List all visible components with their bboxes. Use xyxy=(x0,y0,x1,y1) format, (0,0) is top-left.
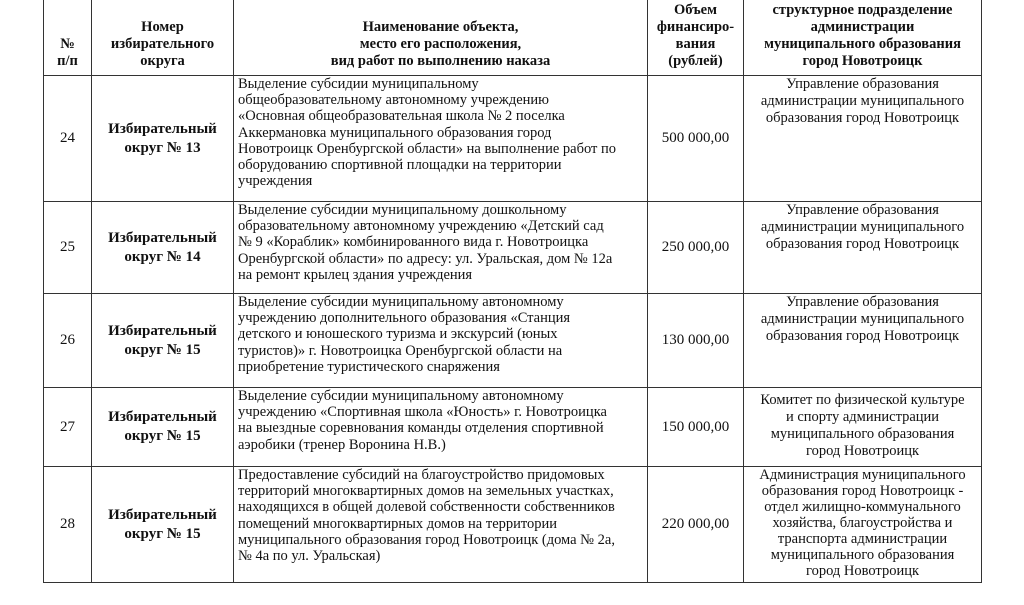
text-line: Избирательный xyxy=(108,322,217,339)
text-line: оборудованию спортивной площадки на территории xyxy=(238,157,562,174)
row-organization xyxy=(744,467,982,583)
text-line: округ № 14 xyxy=(124,248,201,265)
text-line: Выделение субсидии муниципальному xyxy=(238,76,479,92)
text-line: муниципального образования xyxy=(770,547,955,563)
text-line: муниципального образования город Новотроицк (дома № 2а, xyxy=(238,531,615,548)
text-line: Аккермановка муниципального образования город xyxy=(238,124,552,141)
text-line: Новотроицк Оренбургской области» на выполнение работ по xyxy=(238,140,616,157)
row-organization xyxy=(744,294,982,388)
row-amount: 250 000,00 xyxy=(648,202,744,294)
row-amount: 220 000,00 xyxy=(648,467,744,583)
text-line: п/п xyxy=(57,53,78,69)
text-line: «Основная общеобразовательная школа № 2 поселка xyxy=(238,108,565,125)
row-amount: 500 000,00 xyxy=(648,76,744,202)
row-district xyxy=(92,202,234,294)
row-description xyxy=(234,388,648,467)
row-description xyxy=(234,76,648,202)
text-line: администрации муниципального xyxy=(760,311,965,327)
text-line: Выделение субсидии муниципальному автономному xyxy=(238,388,564,404)
text-line: Избирательный xyxy=(108,506,217,523)
text-line: туристов)» г. Новотроицка Оренбургской области на xyxy=(238,342,563,359)
table-row xyxy=(44,388,982,467)
orders-table xyxy=(43,0,982,583)
header-description xyxy=(234,0,648,76)
text-line: Выделение субсидии муниципальному автономному xyxy=(238,294,564,310)
text-line: Администрация муниципального xyxy=(759,467,966,483)
text-line: структурное подразделение xyxy=(772,2,953,18)
text-line: аэробики (тренер Воронина Н.В.) xyxy=(238,436,446,453)
text-line: округ № 15 xyxy=(124,341,201,358)
text-line: Избирательный xyxy=(108,409,217,425)
row-num: 26 xyxy=(44,294,92,388)
text-line: образовательному автономному учреждению «Детский сад xyxy=(238,218,604,235)
text-line: Управление образования xyxy=(786,202,939,218)
row-organization xyxy=(744,76,982,202)
text-line: транспорта администрации xyxy=(777,531,948,547)
text-line: детского и юношеского туризма и экскурсий (юных xyxy=(238,326,558,343)
text-line: город Новотроицк xyxy=(805,443,920,459)
text-line: округа xyxy=(140,53,185,69)
text-line: на ремонт крылец здания учреждения xyxy=(238,266,473,283)
text-line: учреждению дополнительного образования «Станция xyxy=(238,310,571,327)
row-organization xyxy=(744,388,982,467)
text-line: на выездные соревнования команды отделения спортивной xyxy=(238,420,604,437)
text-line: Управление образования xyxy=(786,294,939,310)
text-line: администрации муниципального xyxy=(760,93,965,109)
text-line: Объем xyxy=(674,2,717,18)
row-amount: 150 000,00 xyxy=(648,388,744,467)
text-line: финансиро- xyxy=(656,19,735,35)
text-line: Избирательный xyxy=(108,120,217,137)
text-line: территорий многоквартирных домов на земельных участках, xyxy=(238,483,614,500)
text-line: избирательного xyxy=(110,36,215,52)
table-row xyxy=(44,202,982,294)
row-amount: 130 000,00 xyxy=(648,294,744,388)
text-line: администрации муниципального xyxy=(760,219,965,235)
text-line: место его расположения, xyxy=(359,36,522,52)
text-line: № xyxy=(60,36,75,52)
text-line: округ № 15 xyxy=(124,525,201,542)
text-line: отдел жилищно-коммунального xyxy=(764,499,961,515)
row-district xyxy=(92,76,234,202)
text-line: город Новотроицк xyxy=(805,563,920,579)
header-amount xyxy=(648,0,744,76)
table-row xyxy=(44,467,982,583)
text-line: и спорту администрации xyxy=(785,409,940,425)
text-line: хозяйства, благоустройства и xyxy=(772,515,953,531)
text-line: помещений многоквартирных домов на территории xyxy=(238,515,558,532)
text-line: № 9 «Кораблик» комбинированного вида г. Новотроицка xyxy=(238,234,589,251)
table-header-row xyxy=(44,0,982,76)
text-line: город Новотроицк xyxy=(802,53,923,69)
text-line: Наименование объекта, xyxy=(362,19,519,35)
text-line: вид работ по выполнению наказа xyxy=(330,53,551,69)
header-organization xyxy=(744,0,982,76)
text-line: округ № 15 xyxy=(124,428,201,444)
text-line: образования город Новотроицк xyxy=(765,110,960,126)
text-line: Выделение субсидии муниципальному дошкольному xyxy=(238,202,567,218)
row-description xyxy=(234,202,648,294)
table-row xyxy=(44,76,982,202)
text-line: Предоставление субсидий на благоустройство придомовых xyxy=(238,467,605,483)
text-line: учреждению «Спортивная школа «Юность» г. Новотроицка xyxy=(238,404,607,421)
header-num xyxy=(44,0,92,76)
text-line: Номер xyxy=(141,19,184,35)
text-line: (рублей) xyxy=(668,53,723,69)
table-row xyxy=(44,294,982,388)
text-line: учреждения xyxy=(238,173,313,190)
text-line: образования город Новотроицк xyxy=(765,236,960,252)
text-line: находящихся в общей долевой собственности собственников xyxy=(238,499,615,516)
text-line: муниципального образования xyxy=(770,426,955,442)
row-district xyxy=(92,294,234,388)
text-line: образования город Новотроицк - xyxy=(761,483,964,499)
row-description xyxy=(234,294,648,388)
text-line: приобретение туристического снаряжения xyxy=(238,358,500,375)
text-line: муниципального образования xyxy=(764,36,961,52)
row-num: 25 xyxy=(44,202,92,294)
row-description xyxy=(234,467,648,583)
text-line: общеобразовательному автономному учреждению xyxy=(238,92,549,109)
text-line: округ № 13 xyxy=(124,139,201,156)
row-organization xyxy=(744,202,982,294)
text-line: Оренбургской области» по адресу: ул. Уральская, дом № 12а xyxy=(238,250,613,267)
text-line: образования город Новотроицк xyxy=(765,328,960,344)
row-district xyxy=(92,467,234,583)
row-num: 24 xyxy=(44,76,92,202)
text-line: Комитет по физической культуре xyxy=(760,392,965,408)
text-line: Избирательный xyxy=(108,229,217,246)
row-district xyxy=(92,388,234,467)
text-line: Управление образования xyxy=(786,76,939,92)
header-district xyxy=(92,0,234,76)
text-line: вания xyxy=(675,36,716,52)
text-line: № 4а по ул. Уральская) xyxy=(238,548,381,565)
row-num: 27 xyxy=(44,388,92,467)
text-line: администрации xyxy=(810,19,915,35)
row-num: 28 xyxy=(44,467,92,583)
